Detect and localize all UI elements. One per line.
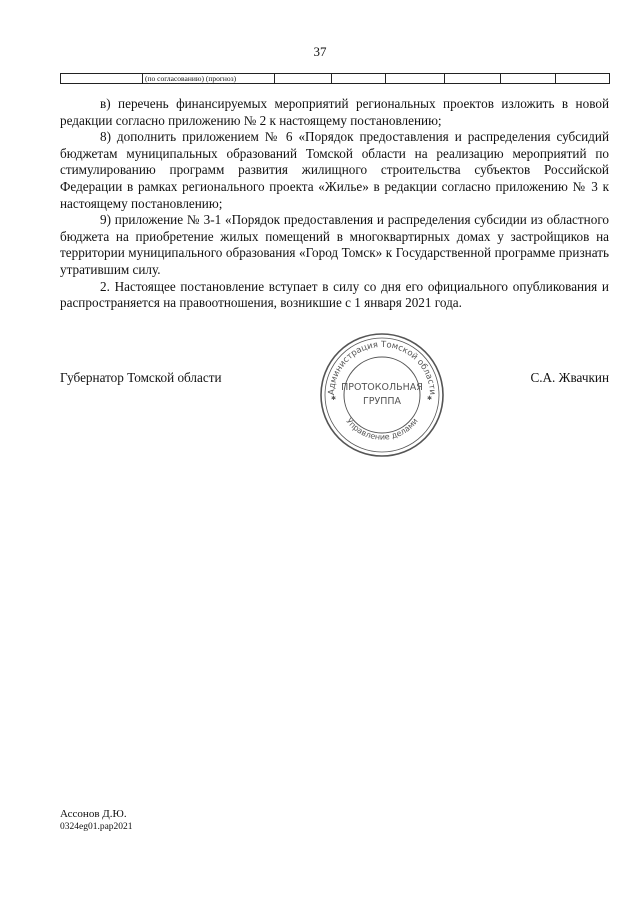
signatory-title: Губернатор Томской области: [60, 370, 222, 385]
official-stamp: [317, 330, 447, 460]
table-cell: [61, 74, 143, 84]
document-body: [60, 96, 609, 312]
stamp-outer-text: Администрация Томской области: [326, 339, 438, 396]
continued-table-row: [60, 73, 610, 84]
footer-doc-code: 0324eg01.pap2021: [60, 822, 133, 832]
table-cell: [386, 74, 445, 84]
signatory-name: С.А. Жвачкин: [530, 370, 609, 385]
table-cell: [275, 74, 332, 84]
table-cell: [556, 74, 610, 84]
paragraph-item-8: 8) дополнить приложением № 6 «Порядок предоставления и распределения субсидий бюджетам муниципальных образований Томской области на реализацию мероприятий по стимулированию программ развития жилищного строительства субъектов Российской Федерации в рамках регионального проекта «Жилье» в редакции согласно приложению № 3 к настоящему постановлению;: [60, 129, 609, 211]
footer: [60, 808, 133, 834]
paragraph-item-v: в) перечень финансируемых мероприятий региональных проектов изложить в новой редакции согласно приложению № 2 к настоящему постановлению;: [60, 96, 609, 128]
stamp-star-icon: ✱: [331, 396, 337, 402]
table-cell: [445, 74, 501, 84]
table-cell: [501, 74, 556, 84]
stamp-center-line2: ГРУППА: [362, 396, 402, 407]
table-cell-note: (по согласованию) (прогноз): [143, 74, 275, 84]
stamp-center-line1: ПРОТОКОЛЬНАЯ: [341, 382, 423, 393]
footer-author: Ассонов Д.Ю.: [60, 808, 127, 820]
paragraph-item-9: 9) приложение № 3-1 «Порядок предоставления и распределения субсидии из областного бюджета на приобретение жилых помещений в многоквартирных домах у застройщиков на территории муниципального образования «Город Томск» к Государственной программе признать утратившим силу.: [60, 212, 609, 277]
table-cell: [332, 74, 386, 84]
stamp-star-icon: ✱: [427, 396, 433, 402]
page-number: 37: [313, 44, 327, 59]
paragraph-clause-2: 2. Настоящее постановление вступает в силу со дня его официального опубликования и распространяется на правоотношения, возникшие с 1 января 2021 года.: [60, 278, 609, 311]
stamp-bottom-text: Управление делами: [344, 416, 420, 442]
